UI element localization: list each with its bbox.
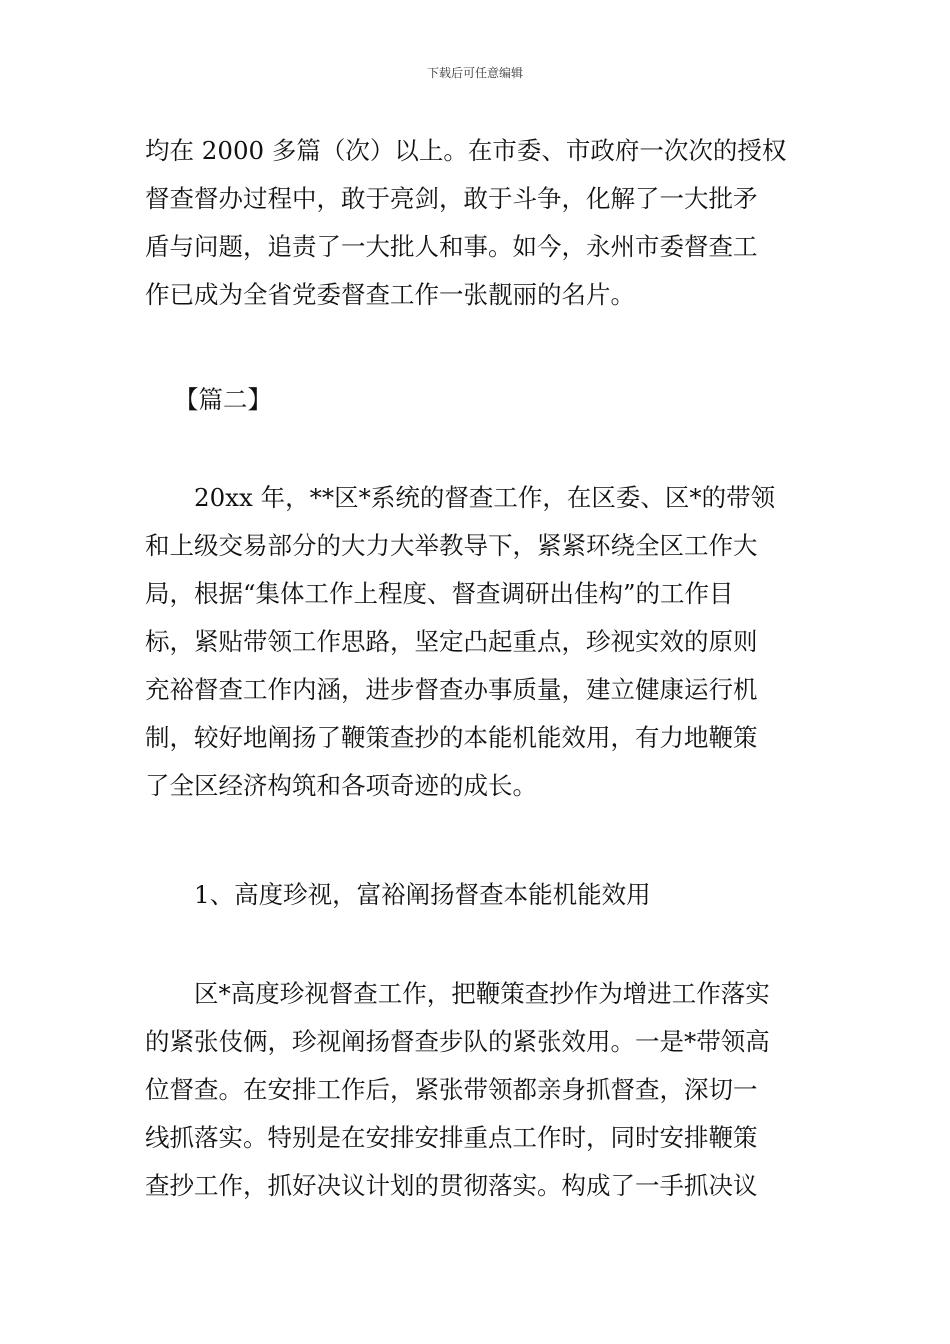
section-heading bbox=[145, 376, 810, 424]
text-line: 充裕督查工作内涵，进步督查办事质量，建立健康运行机 bbox=[145, 675, 758, 704]
text-line: 了全区经济构筑和各项奇迹的成长。 bbox=[145, 771, 537, 800]
text-line: 督查督办过程中，敢于亮剑，敢于斗争，化解了一大批矛 bbox=[145, 184, 758, 213]
section-heading-text: 【篇二】 bbox=[174, 385, 272, 414]
text-line: 区*高度珍视督查工作，把鞭策查抄作为增进工作落实 bbox=[194, 979, 770, 1008]
paragraph-intro bbox=[145, 474, 810, 810]
text-line: 盾与问题，追责了一大批人和事。如今，永州市委督查工 bbox=[145, 232, 758, 261]
text-line: 的紧张伎俩，珍视阐扬督查步队的紧张效用。一是*带领高 bbox=[145, 1027, 770, 1056]
text-line: 作已成为全省党委督查工作一张靓丽的名片。 bbox=[145, 280, 635, 309]
subsection-heading-text: 1、高度珍视，富裕阐扬督查本能机能效用 bbox=[194, 880, 651, 909]
text-line: 位督查。在安排工作后，紧张带领都亲身抓督查，深切一 bbox=[145, 1075, 758, 1104]
paragraph-continuation bbox=[145, 127, 810, 319]
text-line: 线抓落实。特别是在安排安排重点工作时，同时安排鞭策 bbox=[145, 1123, 758, 1152]
text-line: 标，紧贴带领工作思路，坚定凸起重点，珍视实效的原则 bbox=[145, 627, 758, 656]
subsection-heading bbox=[145, 871, 810, 919]
text-line: 20xx 年，**区*系统的督查工作，在区委、区*的带领 bbox=[194, 483, 776, 512]
text-line: 制，较好地阐扬了鞭策查抄的本能机能效用，有力地鞭策 bbox=[145, 723, 758, 752]
text-line: 均在 2000 多篇（次）以上。在市委、市政府一次次的授权 bbox=[145, 136, 787, 165]
text-line: 查抄工作，抓好决议计划的贯彻落实。构成了一手抓决议 bbox=[145, 1171, 758, 1200]
text-line: 局，根据“集体工作上程度、督查调研出佳构”的工作目 bbox=[145, 579, 734, 608]
text-line: 和上级交易部分的大力大举教导下，紧紧环绕全区工作大 bbox=[145, 531, 758, 560]
paragraph-body bbox=[145, 970, 810, 1210]
page-header: 下载后可任意编辑 bbox=[426, 66, 523, 80]
